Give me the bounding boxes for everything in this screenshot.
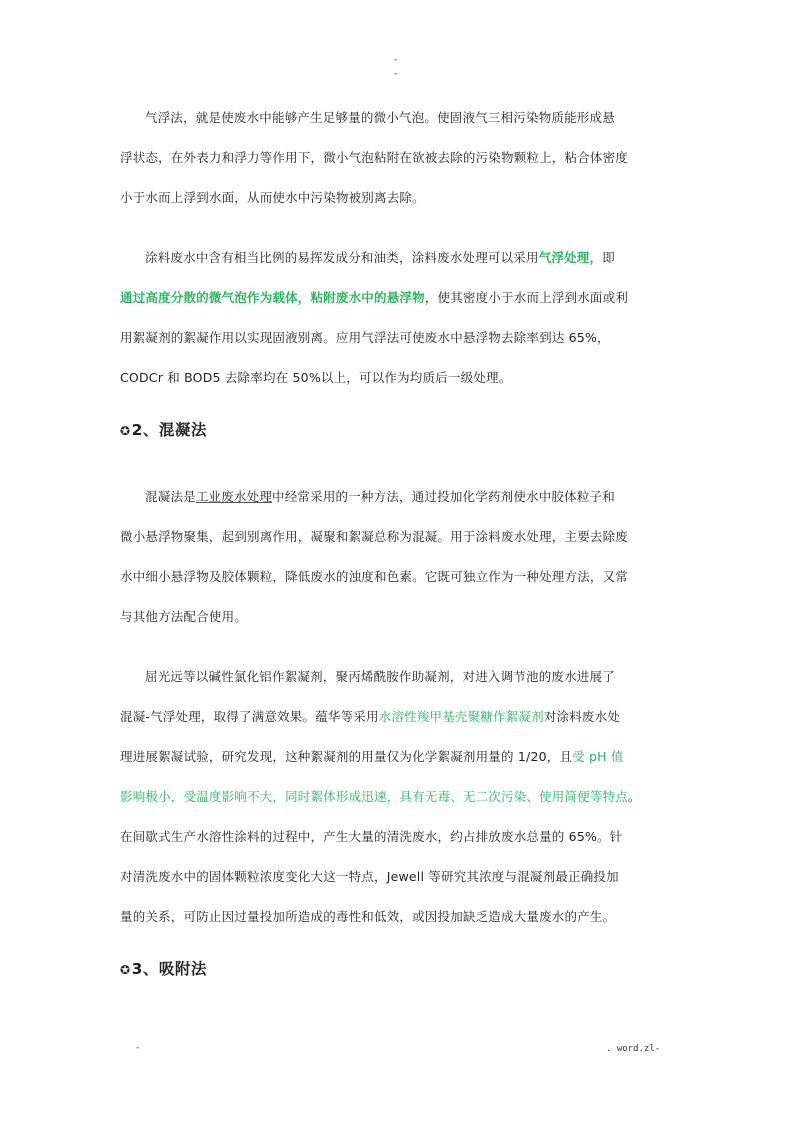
- header-mark-top: -: [394, 55, 398, 65]
- paragraph-flotation-application: [120, 238, 676, 398]
- highlight-text: 水溶性羧甲基壳聚糖作絮凝剂: [378, 709, 544, 724]
- footer-right-text: . word.zl-: [606, 1044, 661, 1054]
- text-segment: 涂料废水中含有相当比例的易挥发成分和油类，涂料废水处理可以采用: [145, 250, 539, 265]
- star-bullet-icon: ✪: [120, 424, 131, 438]
- text-line: [120, 477, 676, 517]
- heading-text: 3、吸附法: [131, 960, 207, 978]
- text-line: 小于水而上浮到水面，从而使水中污染物被别离去除。: [120, 190, 425, 205]
- text-line: 气浮法，就是使废水中能够产生足够量的微小气泡。使固液气三相污染物质能形成悬: [145, 110, 615, 125]
- text-line: 用絮凝剂的絮凝作用以实现固液别离。应用气浮法可使废水中悬浮物去除率到达 65%，: [120, 330, 610, 345]
- section-heading-adsorption: [120, 957, 676, 982]
- text-line: 微小悬浮物聚集，起到别离作用，凝聚和絮凝总称为混凝。用于涂料废水处理，主要去除废: [120, 529, 629, 544]
- text-segment: 。: [628, 789, 641, 804]
- text-line: 屈光远等以碱性氯化铝作絮凝剂，聚丙烯酰胺作助凝剂，对进入调节池的废水进展了: [145, 669, 615, 684]
- footer-left-mark: -: [136, 1043, 140, 1053]
- highlight-text: 通过高度分散的微气泡作为载体，粘附废水中的悬浮物: [120, 290, 425, 305]
- text-line: 对清洗废水中的固体颗粒浓度变化大这一特点，Jewell 等研究其浓度与混凝剂最正确投加: [120, 869, 619, 884]
- highlight-text: 受 pH 值: [572, 749, 624, 764]
- text-segment: 混凝-气浮处理，取得了满意效果。蕴华等采用: [120, 709, 379, 724]
- text-line: [120, 737, 676, 777]
- document-body: [120, 98, 676, 1016]
- paragraph-flotation-definition: [120, 98, 676, 218]
- text-segment: 理进展絮凝试验，研究发现，这种絮凝剂的用量仅为化学絮凝剂用量的 1/20，且: [120, 749, 573, 764]
- text-line: CODCr 和 BOD5 去除率均在 50%以上，可以作为均质后一级处理。: [120, 370, 512, 385]
- link-industrial-wastewater[interactable]: 工业废水处理: [195, 489, 273, 504]
- text-segment: 中经常采用的一种方法，通过投加化学药剂使水中胶体粒子和: [272, 489, 615, 504]
- text-line: 浮状态，在外表力和浮力等作用下，微小气泡粘附在欲被去除的污染物颗粒上，粘合体密度: [120, 150, 629, 165]
- text-line: [120, 777, 676, 817]
- text-segment: 即: [602, 250, 615, 265]
- text-segment: ，使其密度小于水而上浮到水面或利: [424, 290, 629, 305]
- star-bullet-icon: ✪: [120, 963, 131, 977]
- text-line: 水中细小悬浮物及胶体颗粒，降低废水的浊度和色素。它既可独立作为一种处理方法，又常: [120, 569, 629, 584]
- heading-text: 2、混凝法: [131, 421, 207, 439]
- text-line: 量的关系，可防止因过量投加所造成的毒性和低效，或因投加缺乏造成大量废水的产生。: [120, 909, 616, 924]
- header-mark-bottom: -: [394, 69, 398, 79]
- text-line: 与其他方法配合使用。: [120, 609, 248, 624]
- section-heading-coagulation: [120, 418, 676, 443]
- paragraph-coagulation-research: [120, 657, 676, 937]
- highlight-text: 气浮处理，: [538, 250, 603, 265]
- text-line: [120, 278, 676, 318]
- text-line: 在间歇式生产水溶性涂料的过程中，产生大量的清洗废水，约占排放废水总量的 65%。针: [120, 829, 623, 844]
- paragraph-coagulation-definition: [120, 477, 676, 637]
- text-segment: 混凝法是: [145, 489, 196, 504]
- highlight-text: 影响极小，受温度影响不大，同时絮体形成迅速，具有无毒、无二次污染、使用简便等特点: [120, 789, 629, 804]
- text-segment: 对涂料废水处: [543, 709, 621, 724]
- text-line: [120, 238, 676, 278]
- text-line: [120, 697, 676, 737]
